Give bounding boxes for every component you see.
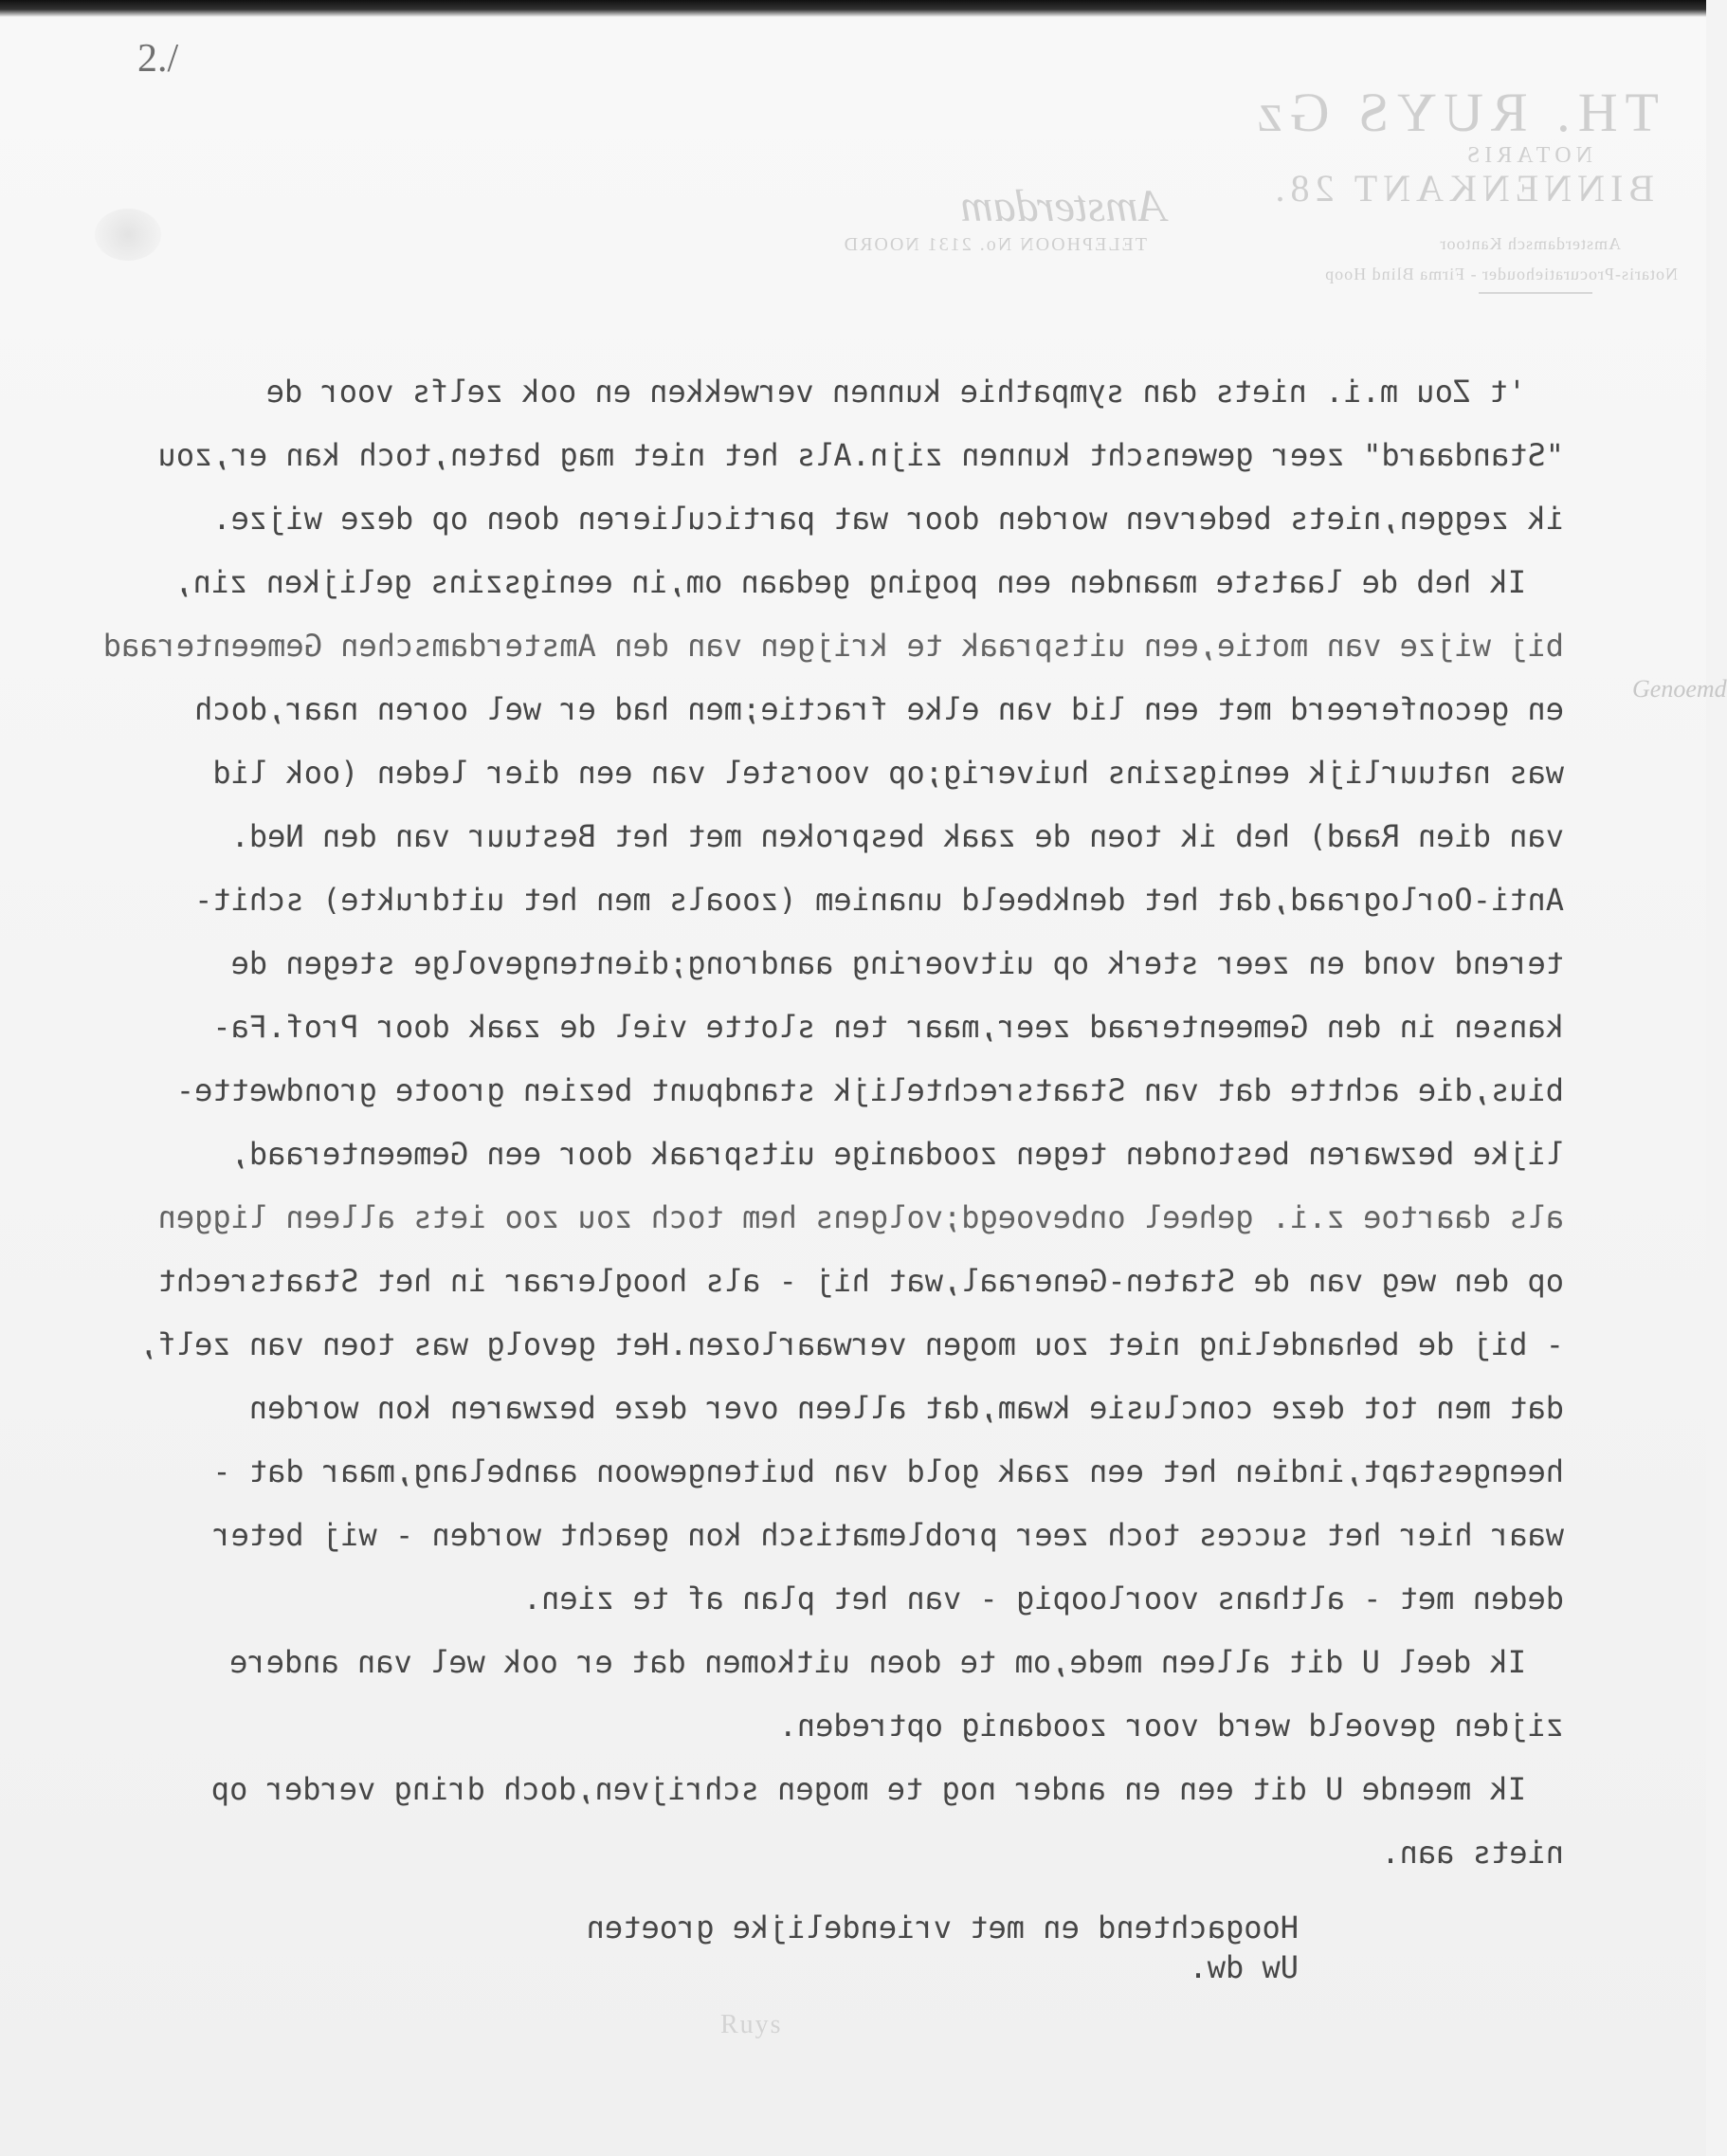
- body-line: Ik meende U dit een en ander nog te mogen schrijven,doch dring verder op: [210, 1771, 1526, 1807]
- body-line: Ik deel U dit alleen mede,om te doen uitkomen dat er ook wel van andere: [229, 1644, 1526, 1680]
- closing-line: Hoogachtend en met vriendelijke groeten: [586, 1909, 1299, 1946]
- body-line: Ik heb de laatste maanden een poging gedaan om,in eenigszins gelijken zin,: [174, 564, 1526, 600]
- letterhead-divider: [1479, 292, 1592, 294]
- letterhead-name: TH. RUYS Gz: [1249, 82, 1659, 143]
- body-line: als daartoe z.i. geheel onbevoegd;volgens hem toch zou zoo iets alleen liggen: [157, 1199, 1564, 1235]
- body-line: "Standaard" zeer gewenscht kunnen zijn.Als het niet mag baten,toch kan er,zou: [157, 437, 1564, 473]
- body-line: waar hier het succes toch zeer problematisch kon geacht worden - wij beter: [212, 1517, 1564, 1553]
- body-line: heengestapt,indien het een zaak gold van buitengewoon aanbelang,maar dat -: [212, 1453, 1564, 1489]
- body-line: lijke bezwaren bestonden tegen zoodanige uitspraak door een Gemeenteraad,: [230, 1136, 1564, 1172]
- mirrored-letterhead: [85, 81, 1678, 308]
- letterhead-line-2: Notaris-Procuratiehouder - Firma Blind Hoop: [1324, 265, 1678, 283]
- body-line: was natuurlijk eenigszins huiverig;op voorstel van een dier leden (ook lid: [212, 755, 1564, 791]
- body-line: 't Zou m.i. niets dan sympathie kunnen verwekken en ook zelfs voor de: [265, 374, 1526, 410]
- letterhead-telephone: TELEPHOON No. 2131 NOORD: [842, 234, 1147, 255]
- body-line: bij wijze van motie,een uitspraak te krijgen van den Amsterdamschen Gemeenteraad: [102, 628, 1564, 664]
- body-line: op den weg van de Staten-Generaal,wat hij - als hoogleraar in het Staatsrecht: [157, 1263, 1564, 1299]
- body-line: ik zeggen,niets bederven worden door wat particulieren doen op deze wijze.: [212, 501, 1564, 537]
- body-line: niets aan.: [1381, 1835, 1564, 1871]
- closing-block: [142, 1908, 1564, 1987]
- letterhead-city: Amsterdam: [960, 181, 1166, 231]
- letterhead-line-1: Amsterdamsch Kantoor: [1439, 234, 1621, 253]
- body-line: - bij de behandeling niet zou mogen verwaarlozen.Het gevolg was toen van zelf,: [139, 1326, 1564, 1362]
- body-line: terend vond en zeer sterk op uitvoering aandrong;dientengevolge stegen de: [230, 945, 1564, 981]
- body-line: Anti-Oorlograad,dat het denkbeeld unaniem (zooals men het uitdrukte) schit-: [194, 882, 1564, 918]
- body-line: van dien Raad) heb ik toen de zaak besproken met het Bestuur van den Ned.: [230, 818, 1564, 854]
- letterhead-title: NOTARIS: [1462, 143, 1592, 168]
- body-line: zijden gevoeld werd voor zoodanig optreden.: [778, 1708, 1564, 1744]
- letter-body: [102, 360, 1564, 1985]
- body-line: dat men tot deze conclusie kwam,dat alleen over deze bezwaren kon worden: [248, 1390, 1564, 1426]
- letterhead-address: BINNENKANT 28.: [1269, 167, 1654, 210]
- body-line: bius,die achtte dat van Staatsrechtelijk standpunt bezien groote grondwette-: [175, 1072, 1564, 1108]
- margin-note: Genoemd: [1632, 675, 1727, 703]
- faint-signature-mark: Ruys: [720, 2010, 783, 2039]
- body-line: kansen in den Gemeenteraad zeer,maar ten slotte viel de zaak door Prof.Fa-: [212, 1009, 1564, 1045]
- scan-top-edge: [0, 0, 1706, 17]
- page-number: 2./: [137, 37, 179, 81]
- body-line: deden met - althans voorloopig - van het plan af te zien.: [522, 1580, 1564, 1617]
- closing-line: Uw dw.: [1189, 1949, 1299, 1985]
- body-line: en geconfereerd met een lid van elke fractie;men had er wel ooren naar,doch: [194, 691, 1564, 727]
